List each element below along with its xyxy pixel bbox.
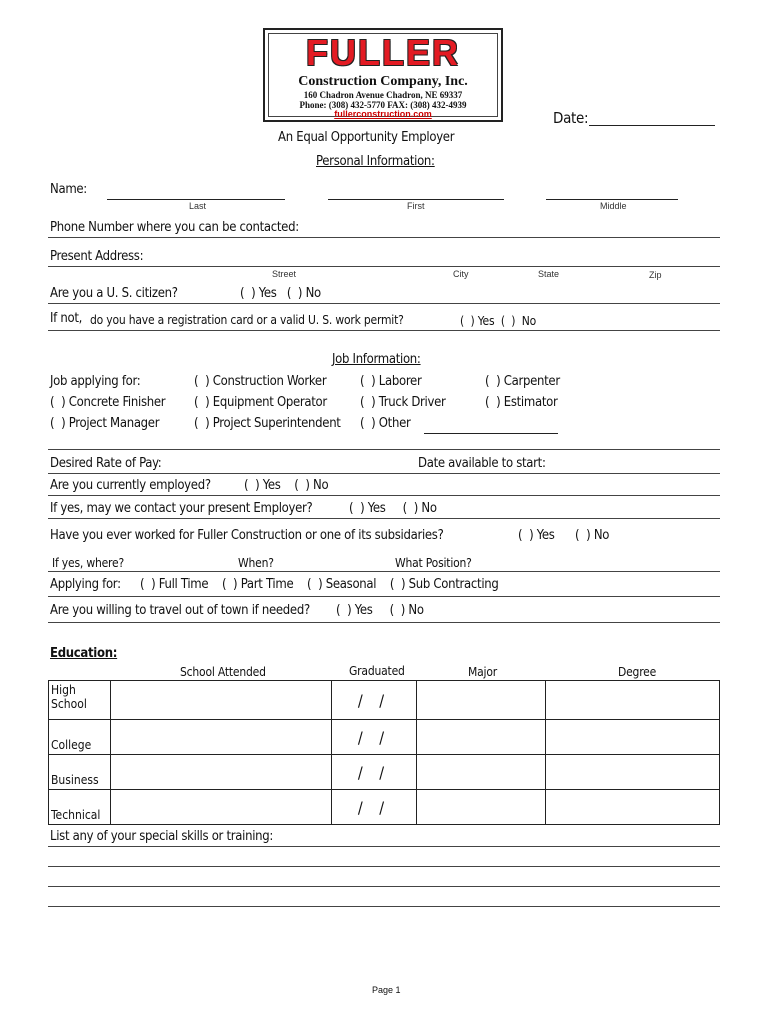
divider xyxy=(48,449,720,450)
date-field[interactable] xyxy=(589,125,715,126)
graduated-date-cell[interactable]: / / xyxy=(332,681,417,720)
divider xyxy=(48,518,720,519)
skills-label: List any of your special skills or training: xyxy=(50,829,274,844)
address-field[interactable] xyxy=(48,266,720,267)
contact-employer-label: If yes, may we contact your present Employer? xyxy=(50,501,313,516)
where-label: If yes, where? xyxy=(52,556,124,570)
company-logo xyxy=(263,28,503,122)
option-project-superintendent[interactable]: ( ) Project Superintendent xyxy=(194,416,341,431)
logo-company-name: Construction Company, Inc. xyxy=(298,74,468,89)
column-degree: Degree xyxy=(618,665,657,679)
logo-website: fullerconstruction.com xyxy=(334,109,432,119)
table-row xyxy=(49,755,720,790)
option-construction-worker[interactable]: ( ) Construction Worker xyxy=(194,374,327,389)
major-cell[interactable] xyxy=(417,790,546,825)
school-attended-cell[interactable] xyxy=(111,755,332,790)
graduated-date-cell[interactable]: / / xyxy=(332,720,417,755)
employed-options[interactable]: ( ) Yes ( ) No xyxy=(244,478,329,493)
last-name-field[interactable] xyxy=(107,199,285,200)
row-label-technical: Technical xyxy=(49,790,111,825)
travel-label: Are you willing to travel out of town if needed? xyxy=(50,603,310,618)
degree-cell[interactable] xyxy=(546,681,720,720)
table-row xyxy=(49,720,720,755)
school-attended-cell[interactable] xyxy=(111,681,332,720)
job-applying-label: Job applying for: xyxy=(50,374,141,389)
column-major: Major xyxy=(468,665,497,679)
rate-and-date-field[interactable] xyxy=(48,473,720,474)
city-caption: City xyxy=(453,269,469,279)
zip-caption: Zip xyxy=(649,270,662,280)
worked-for-fuller-label: Have you ever worked for Fuller Construction or one of its subsidaries? xyxy=(50,528,444,543)
name-label: Name: xyxy=(50,182,87,197)
option-carpenter[interactable]: ( ) Carpenter xyxy=(485,374,560,389)
row-label-business: Business xyxy=(49,755,111,790)
last-name-caption: Last xyxy=(189,201,207,211)
education-table xyxy=(48,680,720,825)
option-laborer[interactable]: ( ) Laborer xyxy=(360,374,422,389)
logo-brand: FULLER xyxy=(306,32,460,73)
work-permit-question: do you have a registration card or a valid U. S. work permit? xyxy=(90,313,404,327)
option-other[interactable]: ( ) Other xyxy=(360,416,411,431)
skills-line-3[interactable] xyxy=(48,886,720,887)
major-cell[interactable] xyxy=(417,681,546,720)
position-label: What Position? xyxy=(395,556,472,570)
major-cell[interactable] xyxy=(417,720,546,755)
divider xyxy=(48,330,720,331)
column-school-attended: School Attended xyxy=(180,665,266,679)
logo-phone: Phone: (308) 432-5770 FAX: (308) 432-4939 xyxy=(299,100,467,110)
street-caption: Street xyxy=(272,269,297,279)
employed-label: Are you currently employed? xyxy=(50,478,211,493)
state-caption: State xyxy=(538,269,560,279)
middle-name-field[interactable] xyxy=(546,199,678,200)
ifnot-label: If not, xyxy=(50,311,83,326)
skills-line-1[interactable] xyxy=(48,846,720,847)
section-personal-information: Personal Information: xyxy=(316,154,435,169)
prior-employment-field[interactable] xyxy=(48,571,720,572)
row-label-high-school: High School xyxy=(49,681,111,720)
skills-line-4[interactable] xyxy=(48,906,720,907)
applying-for-options[interactable]: ( ) Full Time ( ) Part Time ( ) Seasonal ( ) Sub Contracting xyxy=(140,577,499,592)
divider xyxy=(48,495,720,496)
divider xyxy=(48,596,720,597)
graduated-date-cell[interactable]: / / xyxy=(332,755,417,790)
section-job-information: Job Information: xyxy=(332,352,421,367)
table-row xyxy=(49,681,720,720)
option-concrete-finisher[interactable]: ( ) Concrete Finisher xyxy=(50,395,166,410)
graduated-date-cell[interactable]: / / xyxy=(332,790,417,825)
phone-label: Phone Number where you can be contacted: xyxy=(50,220,299,235)
citizen-options[interactable]: ( ) Yes ( ) No xyxy=(240,286,321,301)
row-label-college: College xyxy=(49,720,111,755)
degree-cell[interactable] xyxy=(546,790,720,825)
school-attended-cell[interactable] xyxy=(111,790,332,825)
first-name-caption: First xyxy=(407,201,425,211)
column-graduated: Graduated xyxy=(349,664,405,678)
citizen-label: Are you a U. S. citizen? xyxy=(50,286,178,301)
option-project-manager[interactable]: ( ) Project Manager xyxy=(50,416,160,431)
applying-for-label: Applying for: xyxy=(50,577,121,592)
other-job-field[interactable] xyxy=(424,433,558,434)
tagline: An Equal Opportunity Employer xyxy=(278,130,455,145)
first-name-field[interactable] xyxy=(328,199,504,200)
option-estimator[interactable]: ( ) Estimator xyxy=(485,395,558,410)
worked-for-fuller-options[interactable]: ( ) Yes ( ) No xyxy=(518,528,610,543)
page-number: Page 1 xyxy=(372,985,401,995)
skills-line-2[interactable] xyxy=(48,866,720,867)
option-equipment-operator[interactable]: ( ) Equipment Operator xyxy=(194,395,327,410)
when-label: When? xyxy=(238,556,274,570)
middle-name-caption: Middle xyxy=(600,201,627,211)
address-label: Present Address: xyxy=(50,249,144,264)
table-row xyxy=(49,790,720,825)
contact-employer-options[interactable]: ( ) Yes ( ) No xyxy=(349,501,437,516)
logo-address: 160 Chadron Avenue Chadron, NE 69337 xyxy=(303,90,463,100)
degree-cell[interactable] xyxy=(546,720,720,755)
divider xyxy=(48,303,720,304)
date-label: Date: xyxy=(553,109,589,127)
divider xyxy=(48,622,720,623)
major-cell[interactable] xyxy=(417,755,546,790)
travel-options[interactable]: ( ) Yes ( ) No xyxy=(336,603,424,618)
phone-field[interactable] xyxy=(48,237,720,238)
school-attended-cell[interactable] xyxy=(111,720,332,755)
degree-cell[interactable] xyxy=(546,755,720,790)
work-permit-options[interactable]: ( ) Yes ( ) No xyxy=(460,314,537,328)
section-education: Education: xyxy=(50,646,118,661)
option-truck-driver[interactable]: ( ) Truck Driver xyxy=(360,395,446,410)
date-available-label: Date available to start: xyxy=(418,456,546,471)
rate-of-pay-label: Desired Rate of Pay: xyxy=(50,456,162,471)
